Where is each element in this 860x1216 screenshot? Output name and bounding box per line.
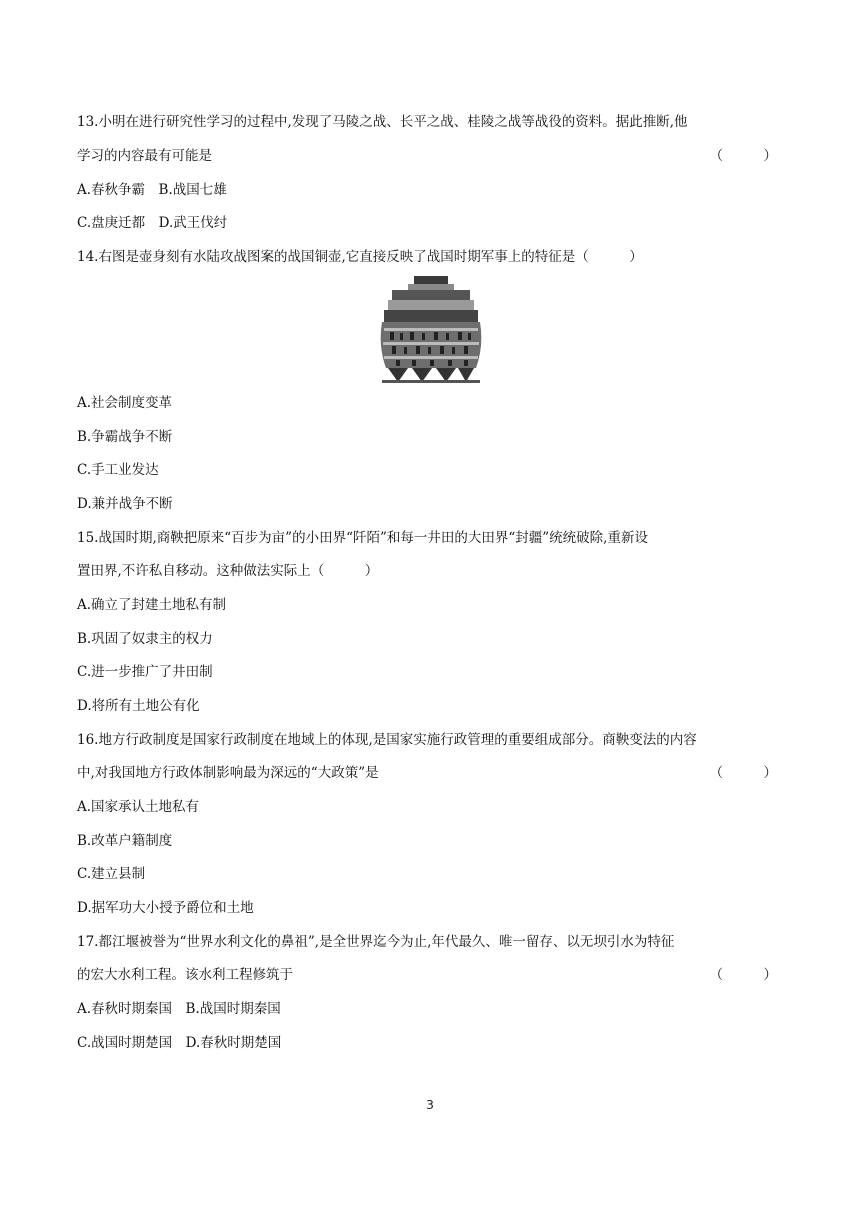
- q13-stem-line2: 学习的内容最有可能是 （ ）: [77, 148, 777, 164]
- q13-answer-blank: （ ）: [709, 148, 777, 164]
- q16-option-a: A.国家承认土地私有: [77, 799, 200, 815]
- q17-answer-blank: （ ）: [709, 967, 777, 983]
- q16-option-b: B.改革户籍制度: [77, 833, 173, 849]
- q16-option-d: D.据军功大小授予爵位和土地: [77, 900, 254, 916]
- q16-option-c: C.建立县制: [77, 866, 146, 882]
- q15-option-d: D.将所有土地公有化: [77, 698, 200, 714]
- q16-answer-blank: （ ）: [709, 765, 777, 781]
- q14-option-b: B.争霸战争不断: [77, 429, 173, 445]
- bronze-pot-image: [378, 276, 484, 384]
- q14-option-d: D.兼并战争不断: [77, 496, 173, 512]
- q16-stem-line1: 16.地方行政制度是国家行政制度在地域上的体现,是国家实施行政管理的重要组成部分。商鞅变法的内容: [77, 732, 697, 748]
- q13-options-row2: C.盘庚迁都 D.武王伐纣: [77, 215, 228, 231]
- q17-stem-line2: 的宏大水利工程。该水利工程修筑于 （ ）: [77, 967, 777, 983]
- q17-stem-line1: 17.都江堰被誉为“世界水利文化的鼻祖”,是全世界迄今为止,年代最久、唯一留存、以无坝引水为特征: [77, 934, 675, 950]
- q14-option-c: C.手工业发达: [77, 462, 159, 478]
- q16-stem-line2: 中,对我国地方行政体制影响最为深远的“大政策”是 （ ）: [77, 765, 777, 781]
- q15-option-c: C.进一步推广了井田制: [77, 664, 213, 680]
- page-number: 3: [426, 1097, 434, 1112]
- q13-options-row1: A.春秋争霸 B.战国七雄: [77, 182, 227, 198]
- q15-stem-line1: 15.战国时期,商鞅把原来“百步为亩”的小田界“阡陌”和每一井田的大田界“封疆”统统破除,重新设: [77, 530, 648, 546]
- q14-stem-line1: 14.右图是壶身刻有水陆攻战图案的战国铜壶,它直接反映了战国时期军事上的特征是（ ）: [77, 249, 643, 265]
- q14-option-a: A.社会制度变革: [77, 395, 173, 411]
- q17-options-row1: A.春秋时期秦国 B.战国时期秦国: [77, 1001, 281, 1017]
- q17-options-row2: C.战国时期楚国 D.春秋时期楚国: [77, 1035, 282, 1051]
- q15-option-b: B.巩固了奴隶主的权力: [77, 631, 213, 647]
- q15-option-a: A.确立了封建土地私有制: [77, 597, 227, 613]
- q13-stem-line1: 13.小明在进行研究性学习的过程中,发现了马陵之战、长平之战、桂陵之战等战役的资料。据此推断,他: [77, 114, 688, 130]
- q15-stem-line2: 置田界,不许私自移动。这种做法实际上（ ）: [77, 563, 379, 579]
